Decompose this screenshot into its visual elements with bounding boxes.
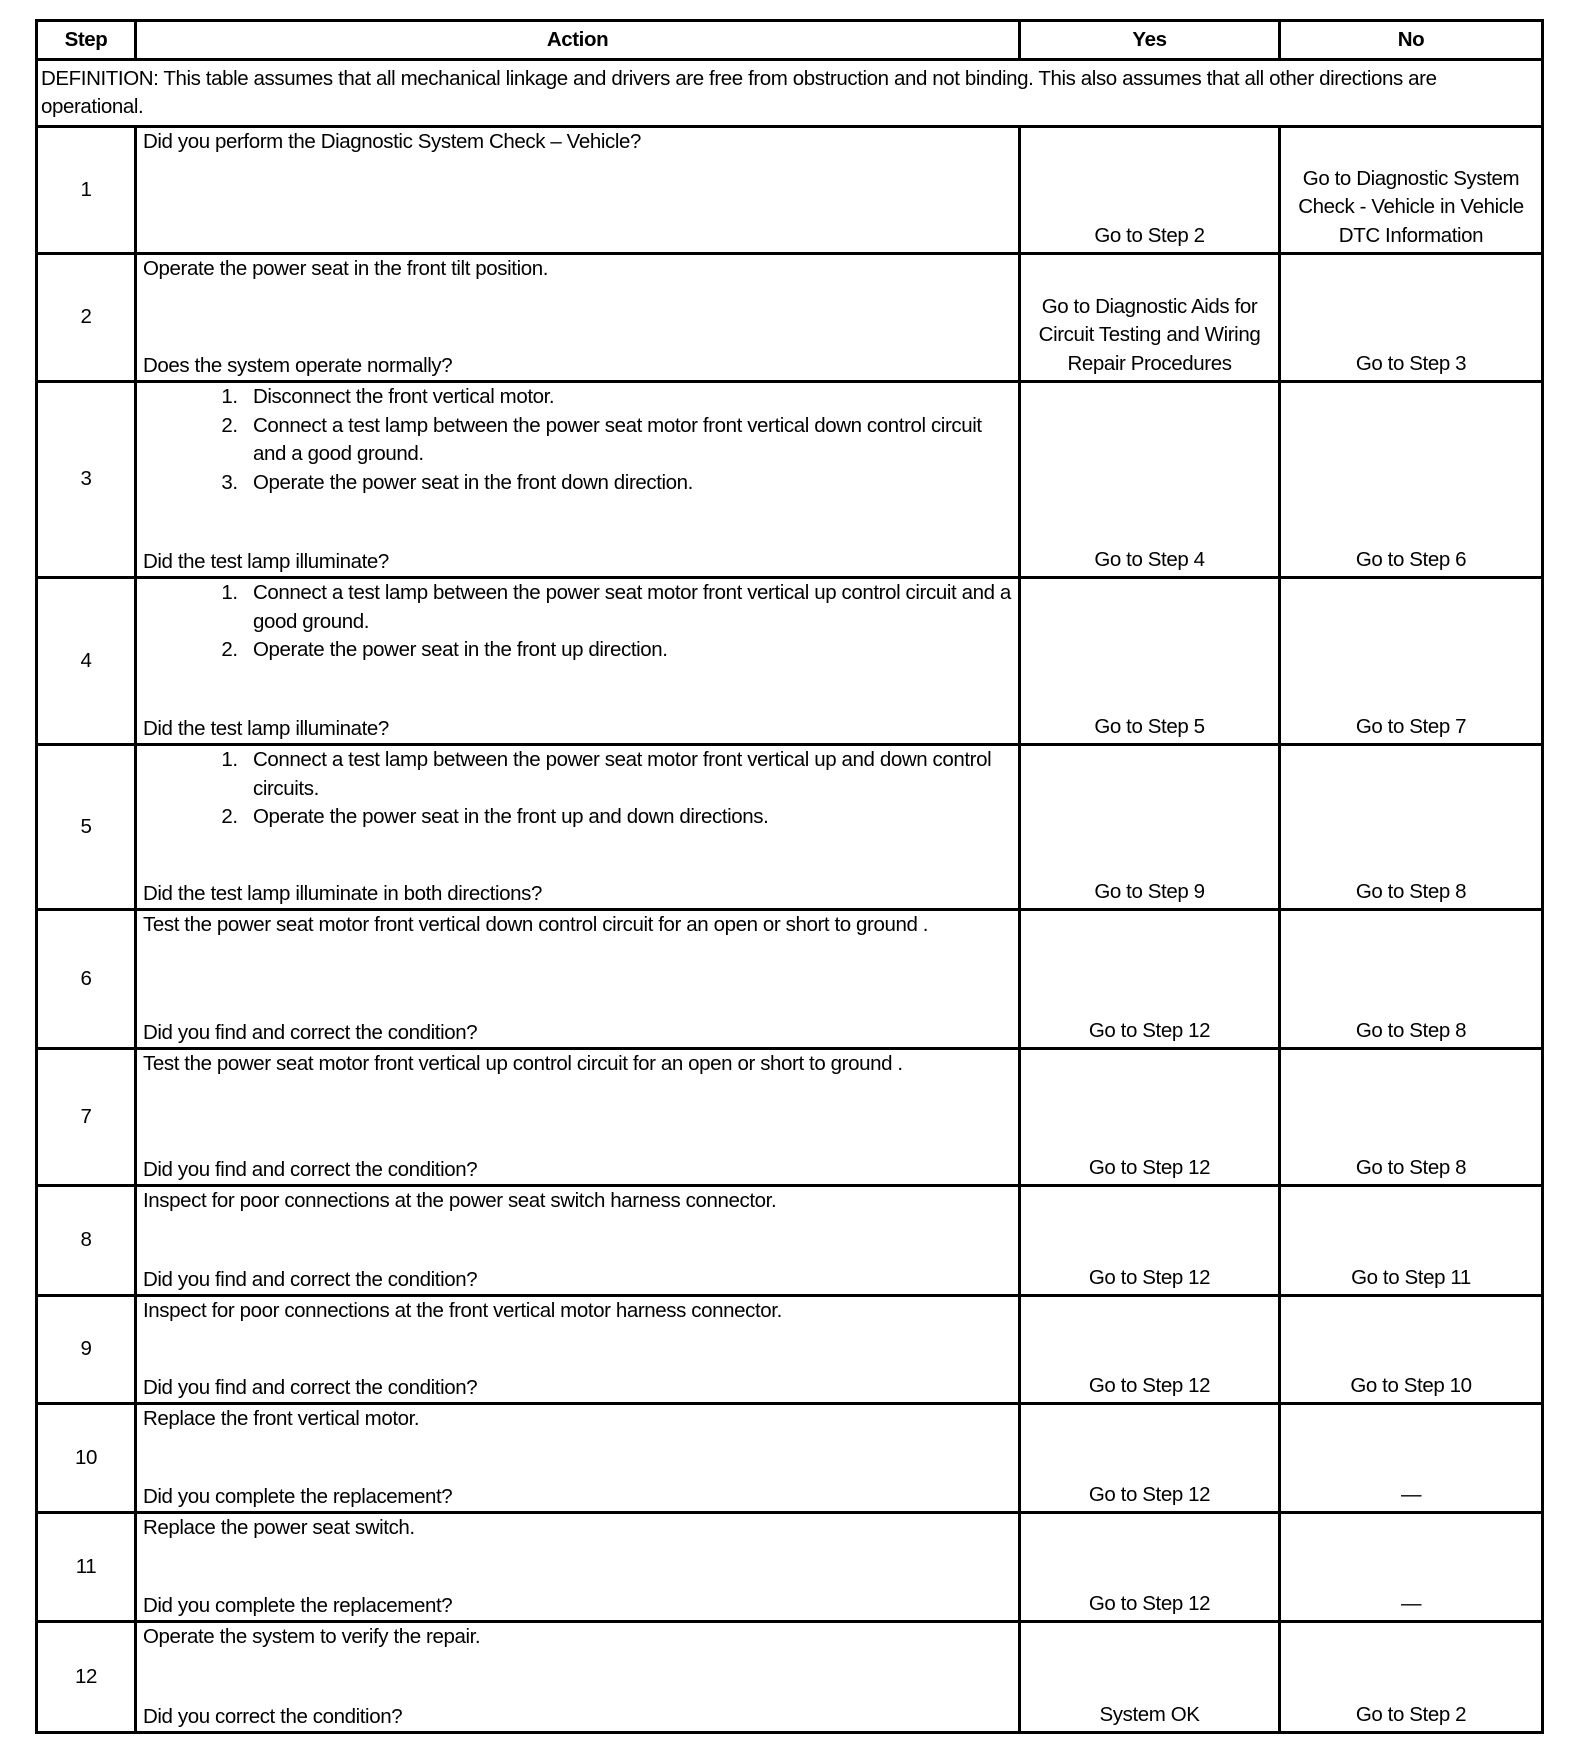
step-number: 2 (37, 254, 136, 382)
no-result: Go to Step 11 (1280, 1186, 1543, 1296)
yes-result: Go to Step 12 (1020, 1049, 1280, 1186)
no-result: Go to Step 7 (1280, 578, 1543, 745)
table-row (37, 1622, 1543, 1733)
action-cell (136, 127, 1020, 254)
table-row (37, 1049, 1543, 1186)
step-number: 11 (37, 1513, 136, 1622)
action-step-item: 1. Connect a test lamp between the power seat motor front vertical up and down control circuits. (243, 746, 1012, 803)
step-number: 3 (37, 382, 136, 578)
action-cell (136, 1513, 1020, 1622)
step-number: 9 (37, 1296, 136, 1404)
action-steps (143, 579, 1012, 665)
action-intro: Did you perform the Diagnostic System Check – Vehicle? (143, 130, 641, 153)
action-cell (136, 1049, 1020, 1186)
action-intro: Inspect for poor connections at the front vertical motor harness connector. (143, 1299, 782, 1322)
step-number: 7 (37, 1049, 136, 1186)
action-cell (136, 1296, 1020, 1404)
action-intro: Operate the power seat in the front tilt position. (143, 257, 549, 280)
yes-result: Go to Step 5 (1020, 578, 1280, 745)
action-question: Does the system operate normally? (143, 353, 453, 377)
no-result: — (1280, 1404, 1543, 1513)
action-step-item: 1. Disconnect the front vertical motor. (243, 383, 1012, 412)
step-number: 12 (37, 1622, 136, 1733)
header-step: Step (37, 21, 136, 60)
no-result: — (1280, 1513, 1543, 1622)
diagnostic-table (35, 19, 1544, 1734)
table-row (37, 745, 1543, 910)
action-cell (136, 254, 1020, 382)
step-number: 10 (37, 1404, 136, 1513)
action-question: Did you find and correct the condition? (143, 1157, 478, 1181)
action-steps (143, 746, 1012, 832)
action-question: Did the test lamp illuminate? (143, 549, 389, 573)
no-result: Go to Step 8 (1280, 1049, 1543, 1186)
action-cell (136, 1622, 1020, 1733)
table-row (37, 127, 1543, 254)
header-yes: Yes (1020, 21, 1280, 60)
header-no: No (1280, 21, 1543, 60)
yes-result: Go to Step 12 (1020, 910, 1280, 1049)
table-row (37, 1296, 1543, 1404)
action-intro: Replace the front vertical motor. (143, 1407, 420, 1430)
action-cell (136, 1404, 1020, 1513)
action-question: Did you complete the replacement? (143, 1484, 453, 1508)
definition-row (37, 60, 1543, 127)
table-row (37, 1404, 1543, 1513)
action-cell (136, 1186, 1020, 1296)
no-result: Go to Step 2 (1280, 1622, 1543, 1733)
yes-result: Go to Step 4 (1020, 382, 1280, 578)
action-question: Did you find and correct the condition? (143, 1267, 478, 1291)
table-row (37, 1186, 1543, 1296)
header-action: Action (136, 21, 1020, 60)
action-intro: Operate the system to verify the repair. (143, 1625, 481, 1648)
yes-result: Go to Step 9 (1020, 745, 1280, 910)
yes-result: Go to Step 12 (1020, 1296, 1280, 1404)
step-number: 4 (37, 578, 136, 745)
no-result: Go to Step 8 (1280, 745, 1543, 910)
step-number: 5 (37, 745, 136, 910)
action-question: Did the test lamp illuminate? (143, 716, 389, 740)
action-cell (136, 910, 1020, 1049)
yes-result: Go to Step 2 (1020, 127, 1280, 254)
table-row (37, 578, 1543, 745)
no-result: Go to Diagnostic System Check - Vehicle in Vehicle DTC Information (1280, 127, 1543, 254)
table-row (37, 1513, 1543, 1622)
header-row (37, 21, 1543, 60)
action-question: Did the test lamp illuminate in both directions? (143, 881, 542, 905)
action-cell (136, 578, 1020, 745)
action-step-item: 2. Operate the power seat in the front up direction. (243, 636, 1012, 665)
no-result: Go to Step 6 (1280, 382, 1543, 578)
action-question: Did you complete the replacement? (143, 1593, 453, 1617)
step-number: 8 (37, 1186, 136, 1296)
no-result: Go to Step 10 (1280, 1296, 1543, 1404)
action-question: Did you correct the condition? (143, 1704, 403, 1728)
no-result: Go to Step 8 (1280, 910, 1543, 1049)
yes-result: Go to Step 12 (1020, 1513, 1280, 1622)
yes-result: System OK (1020, 1622, 1280, 1733)
yes-result: Go to Diagnostic Aids for Circuit Testing and Wiring Repair Procedures (1020, 254, 1280, 382)
action-intro: Inspect for poor connections at the power seat switch harness connector. (143, 1189, 777, 1212)
table-row (37, 910, 1543, 1049)
definition-text: DEFINITION: This table assumes that all mechanical linkage and drivers are free from obstruction and not binding. This also assumes that all other directions are operational. (37, 60, 1543, 127)
action-cell (136, 745, 1020, 910)
yes-result: Go to Step 12 (1020, 1186, 1280, 1296)
action-intro: Test the power seat motor front vertical down control circuit for an open or short to ground . (143, 913, 929, 936)
step-number: 6 (37, 910, 136, 1049)
table-row (37, 382, 1543, 578)
yes-result: Go to Step 12 (1020, 1404, 1280, 1513)
action-question: Did you find and correct the condition? (143, 1375, 478, 1399)
step-number: 1 (37, 127, 136, 254)
action-question: Did you find and correct the condition? (143, 1020, 478, 1044)
no-result: Go to Step 3 (1280, 254, 1543, 382)
action-intro: Replace the power seat switch. (143, 1516, 415, 1539)
action-step-item: 3. Operate the power seat in the front down direction. (243, 469, 1012, 498)
action-step-item: 2. Operate the power seat in the front up and down directions. (243, 803, 1012, 832)
action-step-item: 2. Connect a test lamp between the power seat motor front vertical down control circuit and a good ground. (243, 412, 1012, 469)
table-row (37, 254, 1543, 382)
action-cell (136, 382, 1020, 578)
action-steps (143, 383, 1012, 497)
action-intro: Test the power seat motor front vertical up control circuit for an open or short to ground . (143, 1052, 903, 1075)
action-step-item: 1. Connect a test lamp between the power seat motor front vertical up control circuit and a good ground. (243, 579, 1012, 636)
